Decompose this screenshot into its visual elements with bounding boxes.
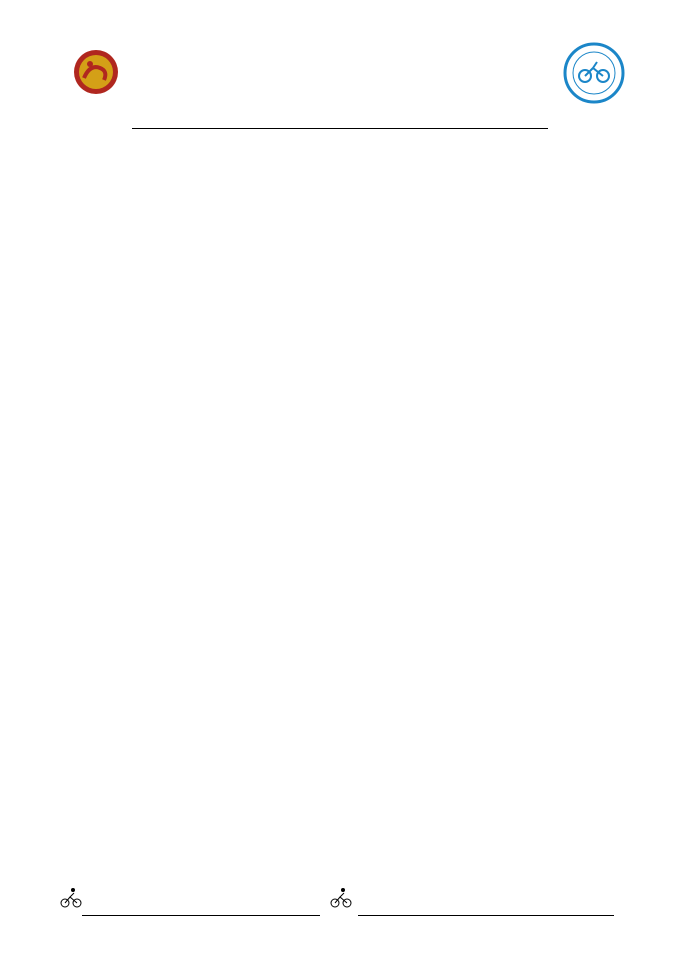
vtv-tonhoasen-logo <box>70 38 250 108</box>
signature-line-right <box>358 915 614 916</box>
title-divider <box>132 128 548 129</box>
cyclist-icon <box>60 887 82 914</box>
signature-line-left <box>82 915 320 916</box>
cyclist-icon <box>330 887 352 914</box>
vcf-logo <box>563 42 625 104</box>
